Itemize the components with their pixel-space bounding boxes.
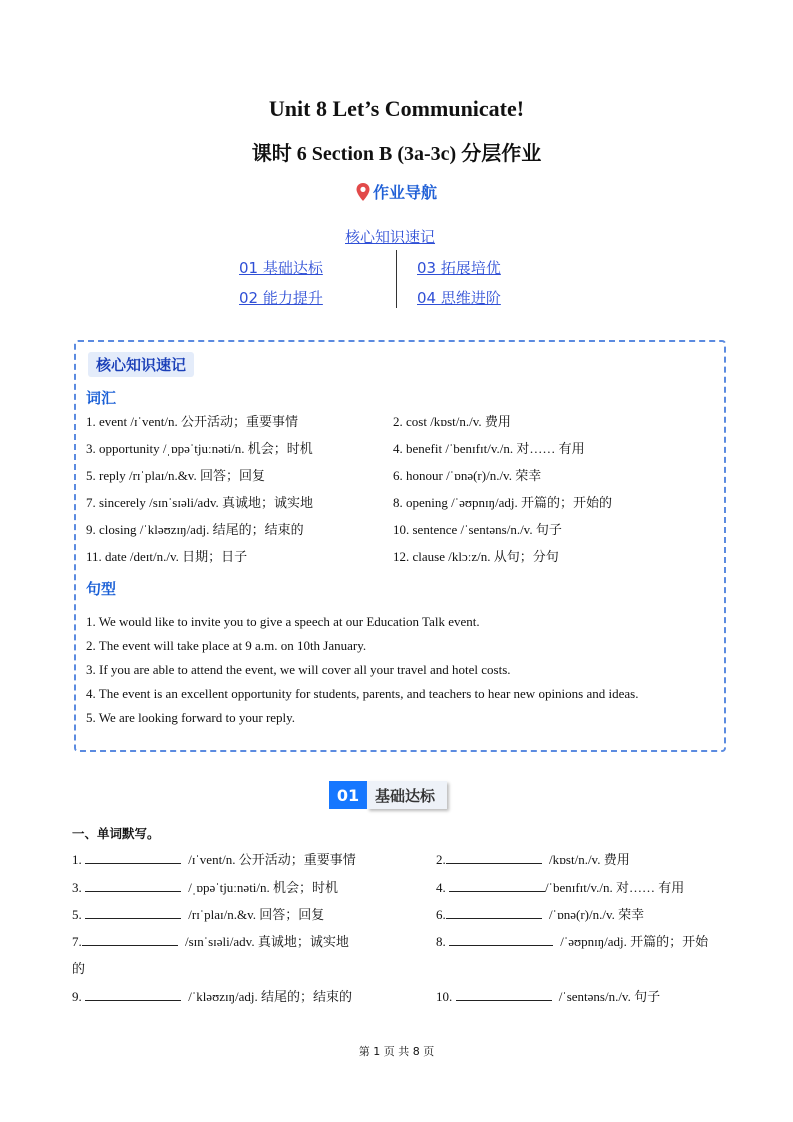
page-footer: 第 1 页 共 8 页	[358, 1045, 435, 1058]
section-01-badge	[329, 781, 447, 809]
answer-blank[interactable]	[85, 851, 181, 864]
question-number: 4.	[436, 880, 446, 895]
vocab-item: 12. clause /klɔːz/n. 从句；分句	[393, 549, 559, 564]
question-hint: /rɪˈplaɪ/n.&v. 回答；回复	[188, 907, 325, 922]
nav-heading-label: 作业导航	[372, 183, 437, 202]
sentence-heading: 句型	[86, 580, 117, 598]
question-1	[72, 849, 356, 868]
question-hint: /ˈkləʊzɪŋ/adj. 结尾的；结束的	[188, 989, 353, 1004]
vocab-item: 6. honour /ˈɒnə(r)/n./v. 荣幸	[393, 468, 542, 483]
nav-link-04[interactable]: 04 思维进阶	[417, 289, 501, 307]
answer-blank[interactable]	[449, 879, 545, 892]
answer-blank[interactable]	[449, 933, 553, 946]
vocab-item: 11. date /deɪt/n./v. 日期；日子	[86, 549, 248, 564]
question-number: 1.	[72, 852, 82, 867]
core-knowledge-badge: 核心知识速记	[88, 352, 194, 377]
question-8-wrap: 的	[72, 961, 86, 976]
question-number: 5.	[72, 907, 82, 922]
question-number: 3.	[72, 880, 82, 895]
question-3	[72, 877, 338, 896]
question-8	[436, 931, 708, 950]
question-7	[72, 931, 349, 950]
question-number: 2.	[436, 852, 446, 867]
vocab-item: 8. opening /ˈəʊpnɪŋ/adj. 开篇的；开始的	[393, 495, 613, 510]
vocab-item: 7. sincerely /sɪnˈsɪəli/adv. 真诚地；诚实地	[86, 495, 313, 510]
question-hint: /ˌɒpəˈtjuːnəti/n. 机会；时机	[188, 880, 339, 895]
sentence-item: 3. If you are able to attend the event, we will cover all your travel and hotel costs.	[86, 662, 511, 677]
sentence-item: 4. The event is an excellent opportunity for students, parents, and teachers to hear new opinions and ideas.	[86, 686, 639, 701]
answer-blank[interactable]	[85, 906, 181, 919]
page-subtitle: 课时 6 Section B (3a-3c) 分层作业	[251, 143, 542, 165]
question-number: 10.	[436, 989, 453, 1004]
sentence-item: 5. We are looking forward to your reply.	[86, 710, 296, 725]
question-10	[436, 986, 660, 1005]
question-5	[72, 904, 324, 923]
section-01-number: 01	[329, 781, 367, 809]
vocab-heading: 词汇	[86, 389, 117, 407]
answer-blank[interactable]	[85, 879, 181, 892]
question-hint: /ˈsentəns/n./v. 句子	[558, 989, 661, 1004]
question-2	[436, 849, 630, 868]
sentence-item: 1. We would like to invite you to give a speech at our Education Talk event.	[86, 614, 480, 629]
vocab-item: 2. cost /kɒst/n./v. 费用	[393, 414, 511, 429]
answer-blank[interactable]	[456, 988, 552, 1001]
nav-heading	[0, 180, 793, 203]
vocab-item: 10. sentence /ˈsentəns/n./v. 句子	[393, 522, 562, 537]
answer-blank[interactable]	[85, 988, 181, 1001]
question-9	[72, 986, 352, 1005]
vocab-item: 9. closing /ˈkləʊzɪŋ/adj. 结尾的；结束的	[86, 522, 304, 537]
nav-link-core[interactable]: 核心知识速记	[345, 228, 436, 246]
question-number: 6.	[436, 907, 446, 922]
nav-divider	[396, 250, 397, 308]
page-title: Unit 8 Let’s Communicate!	[268, 96, 525, 121]
question-hint: /ˈɒnə(r)/n./v. 荣幸	[549, 907, 645, 922]
vocab-item: 1. event /ɪˈvent/n. 公开活动；重要事情	[86, 414, 298, 429]
part-title: 一、单词默写。	[72, 826, 160, 841]
answer-blank[interactable]	[82, 933, 178, 946]
question-number: 9.	[72, 989, 82, 1004]
question-6	[436, 904, 644, 923]
vocab-item: 3. opportunity /ˌɒpəˈtjuːnəti/n. 机会；时机	[86, 441, 313, 456]
question-hint: /ˈbenɪfɪt/v./n. 对…… 有用	[545, 880, 685, 895]
answer-blank[interactable]	[446, 906, 542, 919]
question-number: 8.	[436, 934, 446, 949]
question-hint: /ɪˈvent/n. 公开活动；重要事情	[188, 852, 356, 867]
nav-link-01[interactable]: 01 基础达标	[239, 259, 323, 277]
question-hint: /kɒst/n./v. 费用	[549, 852, 630, 867]
answer-blank[interactable]	[446, 851, 542, 864]
nav-link-02[interactable]: 02 能力提升	[239, 289, 323, 307]
question-4	[436, 877, 684, 896]
section-01-label: 基础达标	[367, 781, 447, 809]
vocab-item: 4. benefit /ˈbenɪfɪt/v./n. 对…… 有用	[393, 441, 585, 456]
nav-link-03[interactable]: 03 拓展培优	[417, 259, 501, 277]
question-number: 7.	[72, 934, 82, 949]
vocab-item: 5. reply /rɪˈplaɪ/n.&v. 回答；回复	[86, 468, 265, 483]
question-hint: /sɪnˈsɪəli/adv. 真诚地；诚实地	[185, 934, 349, 949]
sentence-item: 2. The event will take place at 9 a.m. on 10th January.	[86, 638, 367, 653]
map-pin-icon	[356, 183, 370, 201]
question-hint: /ˈəʊpnɪŋ/adj. 开篇的；开始	[560, 934, 709, 949]
